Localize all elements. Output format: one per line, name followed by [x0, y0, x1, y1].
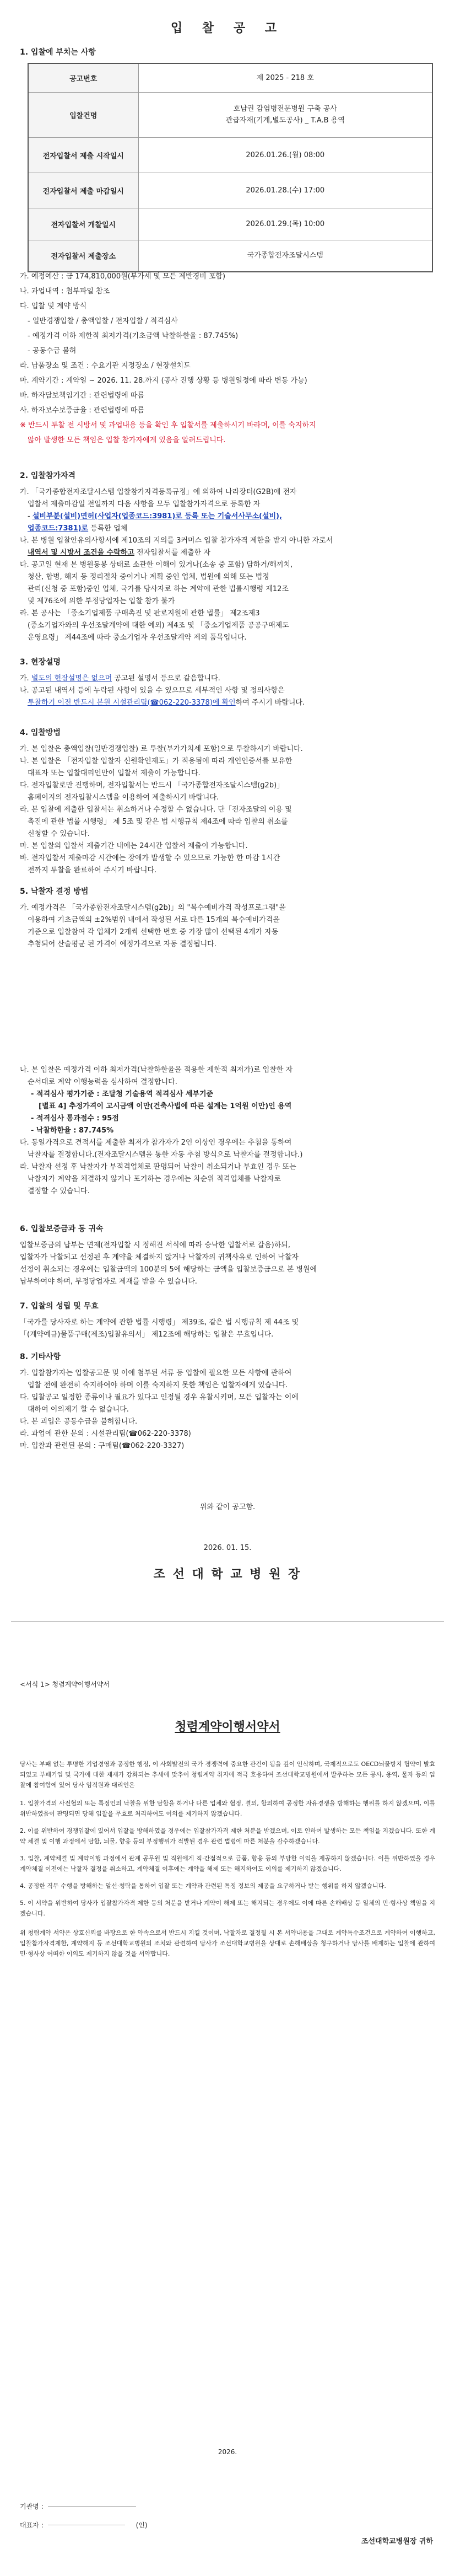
para-line: 가. 본 입찰은 총액입찰(일반경쟁입찰) 로 투찰(부가가치세 포함)으로 투찰하시기 바랍니다.	[20, 745, 303, 753]
para-line: 다. 본 괴입은 공동수급을 불허합니다.	[20, 1418, 138, 1426]
section-bid-items	[20, 46, 438, 272]
para-line: 홈페이지의 전자입찰시스템을 이용하여 제출하시기 바랍니다.	[28, 793, 219, 802]
text-span: 공고된 설명서 등으로 갈음합니다.	[112, 674, 220, 683]
text-span: 가.	[20, 674, 31, 683]
para-line: 「(계약예규)물품구매(제조)입찰유의서」 제12조에 해당하는 입찰은 무효입니다.	[20, 1330, 274, 1339]
para-line: 낙찰자를 결정합니다.(전자조달시스템을 통한 자동 추첨 방식으로 낙찰자를 결정합니다.)	[28, 1151, 303, 1159]
para-line: 대표자 또는 입찰대리인만이 입찰서 제출이 가능합니다.	[28, 769, 201, 777]
para-line: 전까지 투찰을 완료하여 주시기 바랍니다.	[28, 866, 157, 874]
note-scope: 나. 과업내역 : 첨부파일 참조	[20, 287, 110, 296]
note-warning: ※ 반드시 투찰 전 시방서 및 과업내용 등을 확인 후 입찰서를 제출하시기 바라며, 이를 숙지하지	[20, 421, 316, 430]
section-misc	[20, 1351, 438, 1452]
table-row	[28, 137, 432, 173]
para-line: 납부하여야 하며, 부정당업자로 제재를 받을 수 있습니다.	[20, 1278, 197, 1286]
row-label: 전자입찰서 제출장소	[28, 240, 138, 272]
text-span: -	[28, 512, 32, 520]
para-line: 청산, 합병, 해지 등 정리절차 중이거나 계획 중인 업체, 법원에 의해 또는 법정	[28, 573, 269, 581]
para-line: 기준으로 입찰참여 각 업체가 2개씩 선택한 번호 중 가장 많이 선택된 4개가 자동	[28, 928, 279, 936]
closing-statement: 위와 같이 공고함.	[199, 1503, 256, 1511]
para-line: 라. 낙찰자 선정 후 낙찰자가 부적격업체로 판명되어 낙찰이 취소되거나 부효인 경우 또는	[20, 1163, 296, 1171]
section-qualification	[20, 470, 438, 644]
para-line: 가. 「국가종합전자조달시스템 입찰참가자격등록규정」에 의하여 나라장터(G2B)에 전자	[20, 488, 297, 496]
section-heading: 1. 입찰에 부치는 사항	[20, 48, 96, 57]
section-heading: 7. 입찰의 성립 및 무효	[20, 1302, 99, 1311]
para-line: 신청할 수 있습니다.	[28, 830, 90, 838]
para-line: 바. 전자입찰서 제출마감 시간에는 장애가 발생할 수 있으므로 가능한 한 마감 1시간	[20, 854, 280, 862]
closing-org: 조 선 대 학 교 병 원 장	[153, 1568, 302, 1581]
para-line: - 낙찰하한율 : 87.745%	[31, 1126, 114, 1135]
section-heading: 3. 현장설명	[20, 658, 61, 667]
form-item: 5. 이 서약을 위반하여 당사가 입찰참가자격 제한 등의 처분을 받거나 계약이 해제 또는 해지되는 경우에도 이에 따른 손해배상 등 일체의 민·형사상 책임을 지겠습니다.	[20, 1899, 435, 1917]
para-line: 라. 본 공사는 「중소기업제품 구매촉진 및 판로지원에 관한 법률」 제2조제3	[20, 609, 260, 618]
para-line: 마. 입찰과 관련된 문의 : 구매팀(☎062-220-3327)	[20, 1442, 185, 1450]
table-row	[28, 208, 432, 240]
form-item: 3. 입찰, 계약체결 및 계약이행 과정에서 관계 공무원 및 직원에게 직·간접적으로 금품, 향응 등의 부당한 이익을 제공하지 않겠습니다. 이를 위반하였을 경우 계약체결 이전에는 낙찰자 결정을 취소하고, 계약체결 이후에는 계약을 해제 또는 해지하여도 이의를 제기하지 않겠습니다.	[20, 1855, 435, 1872]
seal-mark: (인)	[136, 2521, 148, 2529]
para-line: 선정이 취소되는 경우에는 입찰금액의 100분의 5에 해당하는 금액을 입찰보증금으로 본 병원에	[20, 1265, 317, 1274]
form-item: 2. 이를 위반하여 경쟁입찰에 있어서 입찰을 방해하였을 경우에는 입찰참가자격 제한 처분을 받겠으며, 이로 인하여 발생하는 모든 책임을 지겠습니다. 또한 계약 체결 및 이행 과정에서 담합, 뇌물, 향응 등의 부정행위가 적발된 경우 관련 법령에 따른 처분을 감수하겠습니다.	[20, 1827, 435, 1845]
form-signature	[20, 2497, 438, 2534]
form-title: 청렴계약이행서약서	[175, 1720, 280, 1734]
table-row	[28, 173, 432, 208]
para-line	[20, 673, 438, 685]
form-label: <서식 1> 청렴계약이행서약서	[20, 1681, 110, 1688]
note-method-1: - 일반경쟁입찰 / 총액입찰 / 전자입찰 / 적격심사	[28, 317, 178, 325]
note-budget: 가. 예정예산 : 금 174,810,000원(부가세 및 모든 제반경비 포함)	[20, 272, 226, 281]
para-line: 가. 예정가격은 「국가종합전자조달시스템(g2b)」의 "복수예비가격 작성프로그램"을	[20, 904, 286, 912]
para-line: 낙찰자가 계약을 체결하지 않거나 포기하는 경우에는 차순위 적격업체를 낙찰자로	[28, 1175, 281, 1183]
page-title: 입 찰 공 고	[171, 22, 284, 35]
para-line	[20, 511, 438, 523]
para-line: 추첨되어 산술평균 된 가격이 예정가격으로 자동 결정됩니다.	[28, 940, 216, 948]
para-line: 다. 전자입찰로만 진행하며, 전자입찰서는 반드시 「국가종합전자조달시스템(g2b)」	[20, 781, 284, 790]
section-award-method-cont	[20, 1064, 438, 1198]
form-body	[20, 1759, 435, 1959]
text-span: 하여 주시기 바랍니다.	[235, 699, 305, 707]
note-warning-cont: 않아 발생한 모든 책임은 입찰 참가자에게 있음을 알려드립니다.	[28, 436, 226, 444]
para-line: [별표 4] 추정가격이 고시금액 이만(건축사법에 따른 설계는 1억원 이만)인 용역	[39, 1102, 292, 1110]
para-line: - 적격심사 평가기준 : 조달청 기술용역 적격심사 세부기준	[31, 1090, 214, 1098]
para-line: 다. 동일가격으로 견적서를 제출한 최저가 참가자가 2인 이상인 경우에는 추첨을 통하여	[20, 1139, 292, 1147]
row-value: 2026.01.26.(월) 08:00	[138, 137, 432, 173]
para-line: 나. 본 입찰은 예정가격 이하 최저가격(낙찰하한율을 적용한 제한적 최저가)로 입찰한 자	[20, 1066, 293, 1074]
row-value: 국가종합전자조달시스템	[138, 240, 432, 272]
para-line: 입찰서 제출마감일 전일까지 다음 사항을 모두 입찰참가자격으로 등록한 자	[28, 500, 261, 508]
license-requirement: 설비부분(설비)면허(사업자(업종코드:3981)로 등록 또는 기술서사무소(설비),	[32, 512, 282, 520]
para-line: 라. 본 입찰에 제출한 입찰서는 취소하거나 수정할 수 없습니다. 단「전자조달의 이용 및	[20, 806, 292, 814]
section-award-method	[20, 886, 438, 951]
form-item: 4. 공정한 직무 수행을 방해하는 알선·청탁을 통하여 입찰 또는 계약과 관련된 특정 정보의 제공을 요구하거나 받는 행위를 하지 않겠습니다.	[20, 1882, 386, 1890]
company-row	[20, 2497, 438, 2515]
no-briefing-text: 별도의 현장설명은 없으며	[31, 674, 112, 683]
para-line: 나. 본 입찰은 「전자입찰 입찰자 신원확인제도」가 적용됨에 따라 개인인증서를 보유한	[20, 757, 292, 765]
row-label: 전자입찰서 제출 마감일시	[28, 173, 138, 208]
para-line: 대하여 이의제기 할 수 없습니다.	[28, 1405, 129, 1414]
para-line: 및 제76조에 의한 부정당업자는 입찰 참가 불가	[28, 597, 175, 605]
contact-text: 투찰하기 이전 반드시 본원 시설관리팀(☎062-220-3378)에 확인	[28, 699, 236, 707]
para-line: 나. 공고된 내역서 등에 누락된 사항이 있을 수 있으므로 세부적인 사항 및 정의사항은	[20, 686, 285, 695]
note-period: 마. 계약기간 : 계약일 ~ 2026. 11. 28.까지 (공사 진행 상황 등 병원일정에 따라 변동 가능)	[20, 377, 307, 385]
note-warranty: 바. 하자담보책임기간 : 관련법령에 따름	[20, 391, 144, 400]
para-line: 라. 과업에 관한 문의 : 시설관리팀(☎062-220-3378)	[20, 1430, 191, 1438]
para-line: 가. 입찰참가자는 입찰공고문 및 이에 첨부된 서류 등 입찰에 필요한 모든 사항에 관하여	[20, 1369, 292, 1377]
para-line: 다. 공고일 현재 본 병원동봉 상태로 소관한 이해이 있거나(소송 중 포함) 담하거/해끼치,	[20, 561, 293, 569]
para-line: 이용하여 기초금액의 ±2%범위 내에서 작성된 서로 다른 15개의 복수예비가격을	[28, 916, 280, 924]
rep-label: 대표자 :	[20, 2521, 44, 2529]
section-heading: 6. 입찰보증금과 동 귀속	[20, 1225, 104, 1233]
section-notes	[20, 269, 438, 448]
license-code: 업종코드:7381)로	[28, 524, 89, 533]
section-heading: 5. 낙찰자 결정 방법	[20, 887, 89, 896]
row-label: 입찰건명	[28, 92, 138, 137]
row-label: 공고번호	[28, 63, 138, 92]
text-span: 전자입찰서를 제출한 자	[134, 549, 210, 557]
para-line: - 적격심사 통과점수 : 95점	[31, 1114, 119, 1123]
para-line: 촉진에 관한 법률 시행령」 제 5조 및 같은 법 시행규칙 제4조에 따라 입찰의 취소를	[28, 818, 288, 826]
section-heading: 4. 입찰방법	[20, 728, 61, 737]
para-line: 관리(신청 중 포함)중인 업체, 국가를 당사자로 하는 계약에 관한 법률시행령 제12조	[28, 585, 289, 593]
form-item: 1. 입찰가격의 사전협의 또는 특정인의 낙찰을 위한 담합을 하거나 다른 업체와 협정, 결의, 합의하여 공정한 자유경쟁을 방해하는 행위를 하지 않겠으며, 이를 위반하였음이 판명되면 당해 입찰을 무효로 처리하여도 이의를 제기하지 않겠습니다.	[20, 1800, 435, 1817]
row-value: 2026.01.29.(목) 10:00	[138, 208, 432, 240]
table-row	[28, 63, 432, 92]
note-method-2: - 예정가격 이하 제한적 최저가격(기초금액 낙찰하한율 : 87.745%)	[28, 332, 239, 340]
para-line: 입찰 전에 완전히 숙지하여야 하며 이를 숙지하지 못한 책임은 입찰자에게 있습니다.	[28, 1381, 288, 1389]
form-recipient: 조선대학교병원장 귀하	[361, 2537, 433, 2546]
section-site-briefing	[20, 656, 438, 709]
section-heading: 2. 입찰참가자격	[20, 471, 76, 480]
para-line	[20, 697, 438, 709]
bid-info-table	[28, 63, 433, 272]
para-line: (중소기업자와의 우선조달계약에 대한 예외) 제4조 및 「중소기업제품 공공구매제도	[28, 621, 289, 630]
para-line: 다. 입찰공고 일정한 종류이나 필요가 있다고 인정될 경우 유찰시키며, 모든 입찰자는 이에	[20, 1393, 299, 1402]
section-bid-bond	[20, 1223, 438, 1288]
project-name: 호남권 감염병전문병원 구축 공사	[233, 105, 337, 113]
para-line: 입찰보증금의 납부는 면제(전자입찰 시 정해진 서식에 따라 승낙한 입찰서로 갈음)하되,	[20, 1241, 290, 1249]
company-label: 기관명 :	[20, 2502, 44, 2510]
closing-date: 2026. 01. 15.	[203, 1544, 252, 1552]
row-value: 2026.01.28.(수) 17:00	[138, 173, 432, 208]
company-field[interactable]	[48, 2506, 136, 2507]
para-line	[20, 523, 438, 535]
section-heading: 8. 기타사항	[20, 1353, 61, 1361]
table-row	[28, 240, 432, 272]
para-line: 순서대로 계약 이행능력을 심사하여 결정합니다.	[28, 1078, 177, 1086]
para-line: 「국가를 당사자로 하는 계약에 관한 법률 시행령」 제39조, 같은 법 시행규칙 제 44조 및	[20, 1318, 299, 1327]
row-label: 전자입찰서 제출 시작일시	[28, 137, 138, 173]
note-delivery: 라. 납품장소 및 조건 : 수요기관 지정장소 / 현장설치도	[20, 362, 191, 370]
form-outro: 위 청렴계약 서약은 상호신뢰를 바탕으로 한 약속으로서 반드시 지킬 것이며, 낙찰자로 결정될 시 본 서약내용을 그대로 계약특수조건으로 계약하여 이행하고, 입찰참가자격제한, 계약해지 등 조선대학교병원의 조치와 관련하여 당사가 조선대학교병원을 상대로 손해배상을 청구하거나 당사를 배제하는 입찰에 관하여 민·형사상 어떠한 이의도 제기하지 않을 것을 서약합니다.	[20, 1929, 435, 1957]
form-year: 2026.	[218, 2448, 237, 2456]
row-label: 전자입찰서 개찰일시	[28, 208, 138, 240]
row-value	[138, 92, 432, 137]
para-line: 마. 본 입찰의 입찰서 제출기간 내에는 24시간 입찰서 제출이 가능합니다.	[20, 842, 248, 850]
row-value: 제 2025 - 218 호	[138, 63, 432, 92]
para-line: 운영요령」 제44조에 따라 중소기업자 우선조달계약 제외 품목입니다.	[28, 634, 247, 642]
para-line: 나. 본 병원 입찰안유의사항서에 제10조의 지의를 3커머스 입찰 참가자격 제한을 받지 아니한 자로서	[20, 536, 333, 545]
form-intro: 당사는 부패 없는 투명한 기업경영과 공정한 행정, 이 사회발전의 국가 경쟁력에 중요한 관건이 됨을 깊이 인식하며, 국제적으로도 OECD뇌물방지 협약이 발효되었고 부패기업 및 국가에 대한 제재가 강화되는 추세에 맞추어 청렴계약 취지에 적극 호응하여 조선대학교병원에서 발주하는 모든 공사, 용역, 물자 등의 입찰에 참여함에 있어 당사 임직원과 대리인은	[20, 1761, 435, 1789]
section-validity	[20, 1300, 438, 1341]
project-subname: 관급자재(기계,별도공사) _ T.A.B 용역	[225, 116, 345, 125]
note-method: 다. 입찰 및 계약 방식	[20, 302, 87, 310]
para-line: 결정할 수 있습니다.	[28, 1187, 90, 1195]
note-warranty-rate: 사. 하자보수보증금율 : 관련법령에 따름	[20, 406, 144, 415]
para-line	[20, 547, 438, 559]
text-span: 등록한 업체	[88, 524, 128, 533]
page-divider	[11, 1621, 444, 1622]
para-line: 입찰자가 낙찰되고 선정된 후 계약을 체결하지 않거나 낙찰자의 귀책사유로 인하여 낙찰자	[20, 1253, 299, 1262]
note-method-3: - 공동수급 불허	[28, 347, 77, 355]
section-bid-method	[20, 727, 438, 877]
condition-text: 내역서 및 시방서 조건을 수락하고	[28, 549, 134, 557]
table-row	[28, 92, 432, 137]
rep-row	[20, 2515, 438, 2534]
